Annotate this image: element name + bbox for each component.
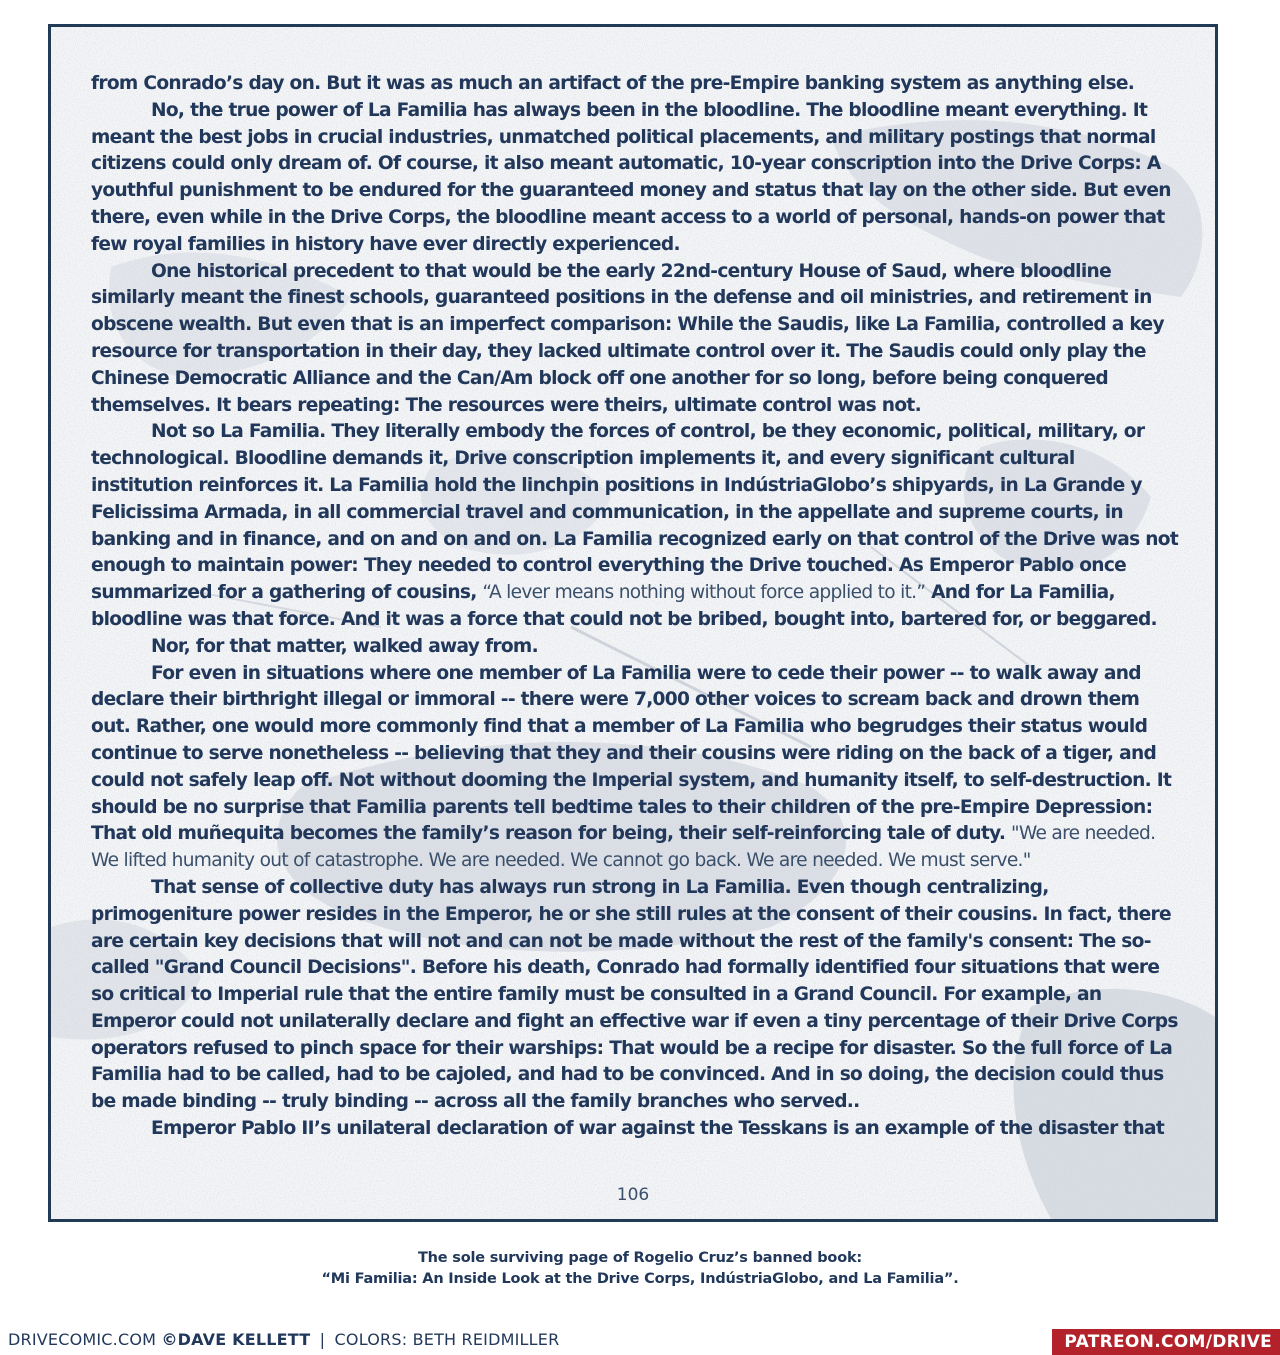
caption [0,1248,1280,1290]
paragraph-1: from Conrado’s day on. But it was as much an artifact of the pre-Empire banking system as anything else. [91,73,1135,94]
paragraph-5: Nor, for that matter, walked away from. [151,635,538,657]
paragraph-6-quote: "We are needed. We lifted humanity out of catastrophe. We are needed. We cannot go back. We are needed. We must serve." [91,823,1156,872]
patreon-link[interactable]: PATREON.COM/DRIVE [1052,1329,1280,1355]
page-number: 106 [616,1185,650,1205]
colors-credit: COLORS: BETH REIDMILLER [334,1330,560,1349]
paragraph-3: One historical precedent to that would be the early 22nd-century House of Saud, where bloodline similarly meant the finest schools, guaranteed positions in the defense and oil ministries, and retirement in obscene wealth. But even that is an imperfect comparison: While the Saudis, like La Familia, controlled a key resource for transportation in their day, they lacked ultimate control over it. The Saudis could only play the Chinese Democratic Alliance and the Can/Am block off one another for so long, before being conquered themselves. It bears repeating: The resources were theirs, ultimate control was not. [91,260,1164,416]
paragraph-6-text-before: For even in situations where one member of La Familia were to cede their power -- to walk away and declare their birthright illegal or immoral -- there were 7,000 other voices to scream back and drown them out. Rather, one would more commonly find that a member of La Familia who begrudges their status would continue to serve nonetheless -- believing that they and their cousins were riding on the back of a tiger, and could not safely leap off. Not without dooming the Imperial system, and humanity itself, to self-destruction. It should be no surprise that Familia parents tell bedtime tales to their children of the pre-Empire Depression: That old muñequita becomes the family’s reason for being, their self-reinforcing tale of duty. [91,662,1172,845]
paragraph-4-quote: “A lever means nothing without force applied to it.” [482,582,926,604]
paragraph-4-text-before: Not so La Familia. They literally embody the forces of control, be they economic, political, military, or technological. Bloodline demands it, Drive conscription implements it, and every significant cultural institution reinforces it. La Familia hold the linchpin positions in IndústriaGlobo’s shipyards, in La Grande y Felicissima Armada, in all commercial travel and communication, in the appellate and supreme courts, in banking and in finance, and on and on and on. La Familia recognized early on that control of the Drive was not enough to maintain power: They needed to control everything the Drive touched. As Emperor Pablo once summarized for a gathering of cousins, [91,421,1179,604]
caption-line-1: The sole surviving page of Rogelio Cruz’s banned book: [417,1250,863,1266]
footer-credits [8,1330,559,1349]
paragraph-8: Emperor Pablo II’s unilateral declaration of war against the Tesskans is an example of the disaster that [151,1118,1165,1140]
site-link[interactable]: DRIVECOMIC.COM [8,1330,157,1349]
book-body-text [91,71,1181,1143]
book-page [48,24,1218,1222]
paragraph-7: That sense of collective duty has always run strong in La Familia. Even though centralizing, primogeniture power resides in the Emperor, he or she still rules at the consent of their cousins. In fact, there are certain key decisions that will not and can not be made without the rest of the family's consent: The so-called "Grand Council Decisions". Before his death, Conrado had formally identified four situations that were so critical to Imperial rule that the entire family must be consulted in a Grand Council. For example, an Emperor could not unilaterally declare and fight an effective war if even a tiny percentage of their Drive Corps operators refused to pinch space for their warships: That would be a recipe for disaster. So the full force of La Familia had to be called, had to be cajoled, and had to be convinced. And in so doing, the decision could thus be made binding -- truly binding -- across all the family branches who served.. [91,876,1178,1113]
paragraph-6 [91,661,1181,875]
copyright-credit: ©DAVE KELLETT [161,1330,311,1349]
caption-line-2: “Mi Familia: An Inside Look at the Drive Corps, IndústriaGlobo, and La Familia”. [321,1271,959,1287]
paragraph-4-text-after: And for La Familia, bloodline was that force. And it was a force that could not be bribed, bought into, bartered for, or beggared. [91,582,1157,630]
paragraph-2: No, the true power of La Familia has always been in the bloodline. The bloodline meant everything. It meant the best jobs in crucial industries, unmatched political placements, and military postings that normal citizens could only dream of. Of course, it also meant automatic, 10-year conscription into the Drive Corps: A youthful punishment to be endured for the guaranteed money and status that lay on the other side. But even there, even while in the Drive Corps, the bloodline meant access to a world of personal, hands-on power that few royal families in history have ever directly experienced. [91,99,1171,255]
paragraph-4 [91,419,1181,633]
credit-separator: | [319,1330,326,1349]
